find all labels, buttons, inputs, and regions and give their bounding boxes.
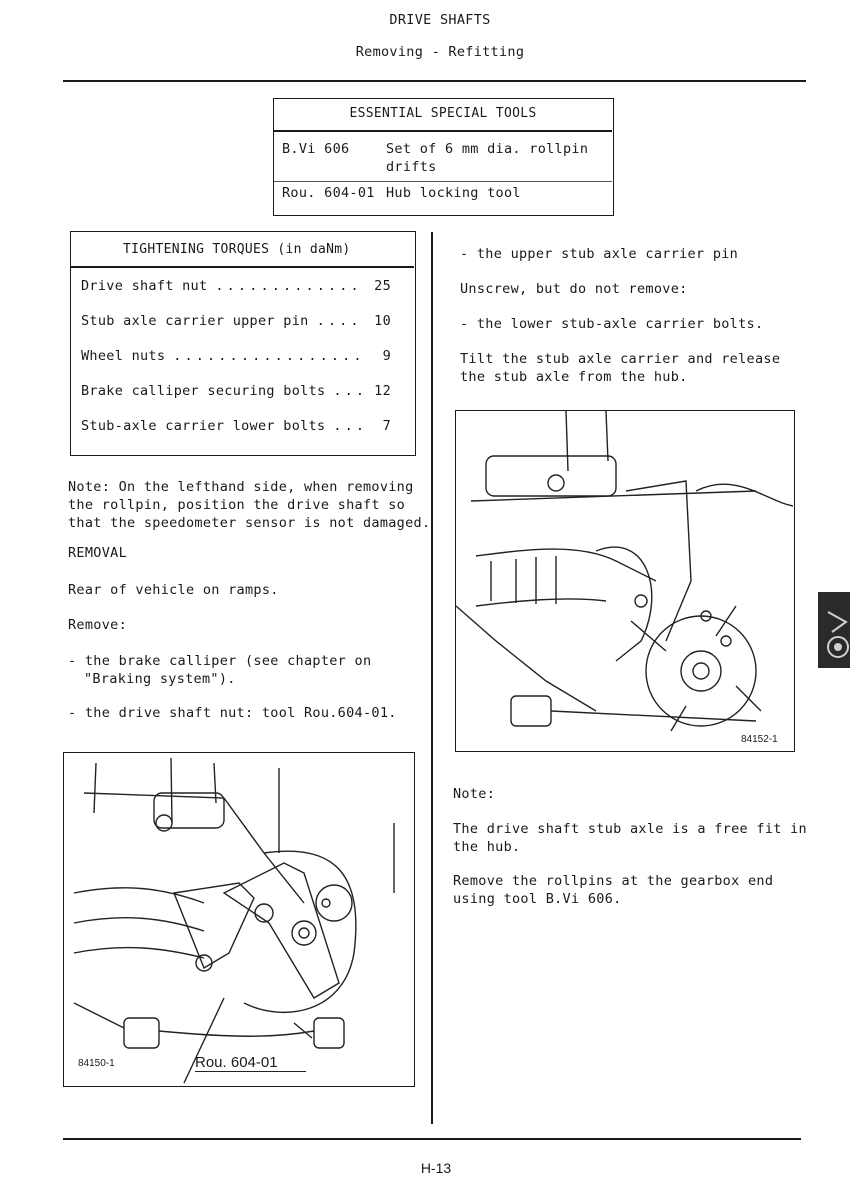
unscrew-text: Unscrew, but do not remove: [460,281,688,297]
torques-title: TIGHTENING TORQUES (in daNm) [123,242,351,257]
torque-row: Stub axle carrier upper pin . . . 10 [81,313,391,329]
tool-callout-label: Rou. 604-01 [195,1054,306,1072]
page-title: DRIVE SHAFTS [389,12,491,28]
tool-code: Rou. 604-01 [282,185,375,201]
tool-desc-cont: drifts [386,159,437,175]
tools-divider [274,130,612,132]
tool-desc: Hub locking tool [386,185,521,201]
torque-row: Drive shaft nut . . . 25 [81,278,391,294]
note-label: Note: [453,786,496,802]
torques-divider [71,266,414,268]
torque-row: Wheel nuts . . . 9 [81,348,391,364]
brake-disc-icon [818,592,850,668]
free-fit-paragraph: The drive shaft stub axle is a free fit in the hub. [453,821,807,855]
tool-desc: Set of 6 mm dia. rollpin [386,141,589,157]
page-number: H-13 [420,1160,452,1176]
bullet-upper-pin: - the upper stub axle carrier pin [460,246,739,262]
note-paragraph: Note: On the lefthand side, when removing the rollpin, position the drive shaft so that the speedometer sensor is not damaged. [68,479,431,531]
bullet-brake-calliper: - the brake calliper (see chapter on "Braking system"). [68,653,372,687]
rollpins-paragraph: Remove the rollpins at the gearbox end using tool B.Vi 606. [453,873,774,907]
bullet-drive-shaft-nut: - the drive shaft nut: tool Rou.604-01. [68,705,397,721]
torques-box [70,231,416,456]
page-subtitle: Removing - Refitting [355,44,525,60]
ramps-text: Rear of vehicle on ramps. [68,582,279,598]
tools-box [273,98,614,216]
footer-rule [63,1138,801,1140]
figure-hub-locking-tool [63,752,415,1087]
tilt-paragraph: Tilt the stub axle carrier and release the stub axle from the hub. [460,351,781,385]
torque-row: Stub-axle carrier lower bolts . . . 7 [81,418,391,434]
torque-row: Brake calliper securing bolts . . . 12 [81,383,391,399]
column-divider [431,232,433,1124]
header-rule [63,80,806,82]
figure-ref: 84152-1 [741,734,778,745]
hub-locking-tool-drawing [64,753,413,1085]
section-tab-marker [818,592,850,668]
figure-stub-axle [455,410,795,752]
tools-divider [274,181,612,182]
removal-heading: REMOVAL [68,545,127,561]
figure-ref: 84150-1 [78,1058,115,1069]
remove-label: Remove: [68,617,127,633]
tools-title: ESSENTIAL SPECIAL TOOLS [349,106,537,121]
tool-code: B.Vi 606 [282,141,350,157]
stub-axle-drawing [456,411,793,750]
bullet-lower-bolts: - the lower stub-axle carrier bolts. [460,316,764,332]
